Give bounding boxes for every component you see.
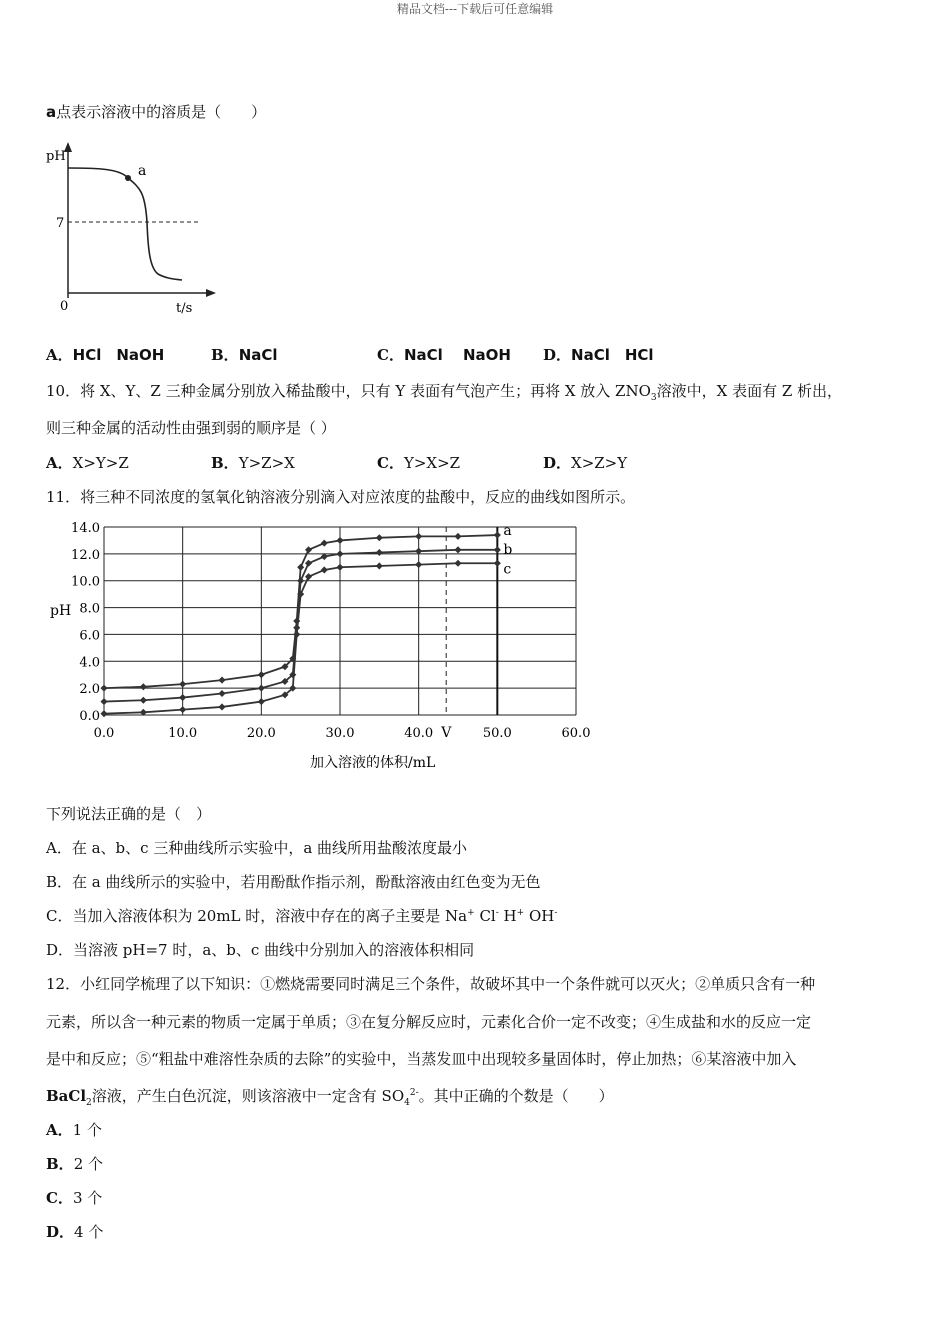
- q11-x-tick-label: 60.0: [561, 726, 591, 741]
- q9-y-label: pH: [46, 149, 66, 164]
- q12-stem-line3: 是中和反应；⑤“粗盐中难溶性杂质的去除”的实验中，当蒸发皿中出现较多量固体时，停止加热；⑥某溶液中加入: [46, 1050, 797, 1068]
- q11-data-point-a: [376, 534, 383, 541]
- q9-x-label: t/s: [176, 301, 193, 316]
- page-header: 精品文档---下载后可任意编辑: [396, 2, 554, 16]
- q9-x-axis-arrow: [206, 289, 216, 297]
- q11-y-tick-label: 8.0: [79, 601, 100, 617]
- q11-y-tick-label: 4.0: [79, 655, 100, 671]
- q11-titration-chart: [40, 515, 610, 780]
- q11-data-point-b: [305, 560, 312, 567]
- q11-data-point-b: [258, 685, 265, 692]
- q11-data-point-a: [179, 681, 186, 688]
- q9-stem-letter: a: [46, 103, 57, 121]
- q9-curve: [68, 168, 182, 280]
- q11-y-tick-label: 14.0: [71, 521, 100, 536]
- q11-v-label: V: [441, 725, 452, 741]
- q12-stem-line2: 元素，所以含一种元素的物质一定属于单质；③在复分解反应时，元素化合价一定不改变；④生成盐和水的反应一定: [46, 1013, 812, 1031]
- q11-data-point-c: [494, 560, 501, 567]
- q11-data-point-a: [494, 532, 501, 539]
- q11-x-tick-label: 10.0: [168, 726, 198, 741]
- q11-data-point-b: [140, 697, 147, 704]
- q9-point-a-label: a: [138, 163, 147, 179]
- q10-stem-line2: 则三种金属的活动性由强到弱的顺序是（ ）: [46, 419, 336, 437]
- q11-y-label: pH: [50, 603, 72, 619]
- q11-data-point-b: [179, 694, 186, 701]
- q10-option-c: C．Y>X>Z: [377, 454, 461, 472]
- q11-data-point-c: [305, 573, 312, 580]
- q11-data-point-a: [140, 683, 147, 690]
- q11-x-tick-label: 30.0: [325, 726, 355, 741]
- q9-option-c: C．NaCl NaOH: [377, 346, 511, 364]
- q11-data-point-c: [179, 706, 186, 713]
- q11-data-point-c: [321, 566, 328, 573]
- q11-data-point-a: [218, 677, 225, 684]
- q10-option-b: B．Y>Z>X: [211, 454, 295, 472]
- q11-data-point-a: [336, 537, 343, 544]
- q11-option-c: C．当加入溶液体积为 20mL 时，溶液中存在的离子主要是 Na+ Cl- H+ OH-: [46, 907, 558, 925]
- q11-y-tick-label: 0.0: [79, 709, 100, 724]
- q11-data-point-c: [218, 703, 225, 710]
- q11-series-label-b: b: [503, 541, 513, 558]
- q11-data-point-a: [321, 540, 328, 547]
- q11-data-point-c: [258, 698, 265, 705]
- q11-series-line-a: [104, 535, 497, 688]
- q12-stem-line4: BaCl$_2$溶液，产生白色沉淀，则该溶液中一定含有 $SO_4^{2-}$。其中正确的个数是（ ）: [46, 1087, 614, 1108]
- q11-y-tick-label: 12.0: [71, 547, 100, 563]
- q11-data-point-c: [454, 560, 461, 567]
- q11-series-label-c: c: [503, 561, 512, 578]
- q11-x-label: 加入溶液的体积/mL: [310, 755, 436, 771]
- q9-stem-text: 点表示溶液中的溶质是（ ）: [56, 103, 267, 121]
- q12-option-d: D．4 个: [46, 1223, 104, 1241]
- q11-data-point-a: [305, 546, 312, 553]
- q11-data-point-c: [336, 564, 343, 571]
- q11-data-point-a: [454, 533, 461, 540]
- q12-option-c: C．3 个: [46, 1189, 103, 1207]
- q9-option-d: D．NaCl HCl: [543, 346, 654, 364]
- q9-y-mark: 7: [56, 216, 65, 231]
- q11-y-tick-label: 2.0: [79, 682, 100, 698]
- q11-data-point-a: [258, 671, 265, 678]
- q11-data-point-b: [297, 577, 304, 584]
- q11-data-point-a: [100, 685, 107, 692]
- q10-option-d: D．X>Z>Y: [543, 454, 628, 472]
- q11-data-point-c: [100, 710, 107, 717]
- q12-stem-line1: 12．小红同学梳理了以下知识：①燃烧需要同时满足三个条件，故破坏其中一个条件就可以灭火；②单质只含有一种: [46, 975, 816, 993]
- q11-data-point-a: [415, 533, 422, 540]
- q11-option-d: D．当溶液 pH=7 时，a、b、c 曲线中分别加入的溶液体积相同: [46, 941, 475, 959]
- q9-option-b: B．NaCl: [211, 346, 278, 364]
- q11-data-point-b: [454, 546, 461, 553]
- q9-stem: [46, 101, 266, 122]
- q11-x-tick-label: 0.0: [93, 726, 115, 741]
- q11-option-a: A．在 a、b、c 三种曲线所示实验中，a 曲线所用盐酸浓度最小: [46, 839, 468, 857]
- q11-x-tick-label: 40.0: [404, 726, 434, 741]
- q12-option-b: B．2 个: [46, 1155, 103, 1173]
- q11-x-tick-label: 20.0: [246, 726, 276, 741]
- q11-stem: 11．将三种不同浓度的氢氧化钠溶液分别滴入对应浓度的盐酸中，反应的曲线如图所示。: [46, 488, 636, 506]
- q11-series-label-a: a: [503, 523, 512, 540]
- q9-ph-chart: [40, 140, 230, 320]
- q11-data-point-c: [376, 562, 383, 569]
- q10-stem-line1: 10．将 X、Y、Z 三种金属分别放入稀盐酸中，只有 Y 表面有气泡产生；再将 X 放入 $ZNO_3$溶液中，X 表面有 Z 析出，: [46, 382, 843, 403]
- q11-data-point-c: [415, 561, 422, 568]
- q11-data-point-b: [336, 550, 343, 557]
- q11-data-point-a: [297, 564, 304, 571]
- q10-option-a: A．X>Y>Z: [46, 454, 129, 472]
- q11-option-b: B．在 a 曲线所示的实验中，若用酚酞作指示剂，酚酞溶液由红色变为无色: [46, 873, 541, 891]
- q11-y-tick-label: 6.0: [79, 628, 100, 644]
- q11-data-point-b: [100, 698, 107, 705]
- q9-point-a: [125, 175, 131, 181]
- q11-x-tick-label: 50.0: [482, 726, 512, 741]
- q11-question: 下列说法正确的是（ ）: [46, 805, 212, 823]
- q11-y-tick-label: 10.0: [71, 574, 100, 590]
- q11-data-point-b: [376, 549, 383, 556]
- q11-data-point-b: [494, 546, 501, 553]
- q11-data-point-b: [218, 690, 225, 697]
- q12-option-a: A．1 个: [46, 1121, 102, 1139]
- q9-option-a: A．HCl NaOH: [46, 346, 165, 364]
- q9-origin-label: 0: [60, 299, 69, 314]
